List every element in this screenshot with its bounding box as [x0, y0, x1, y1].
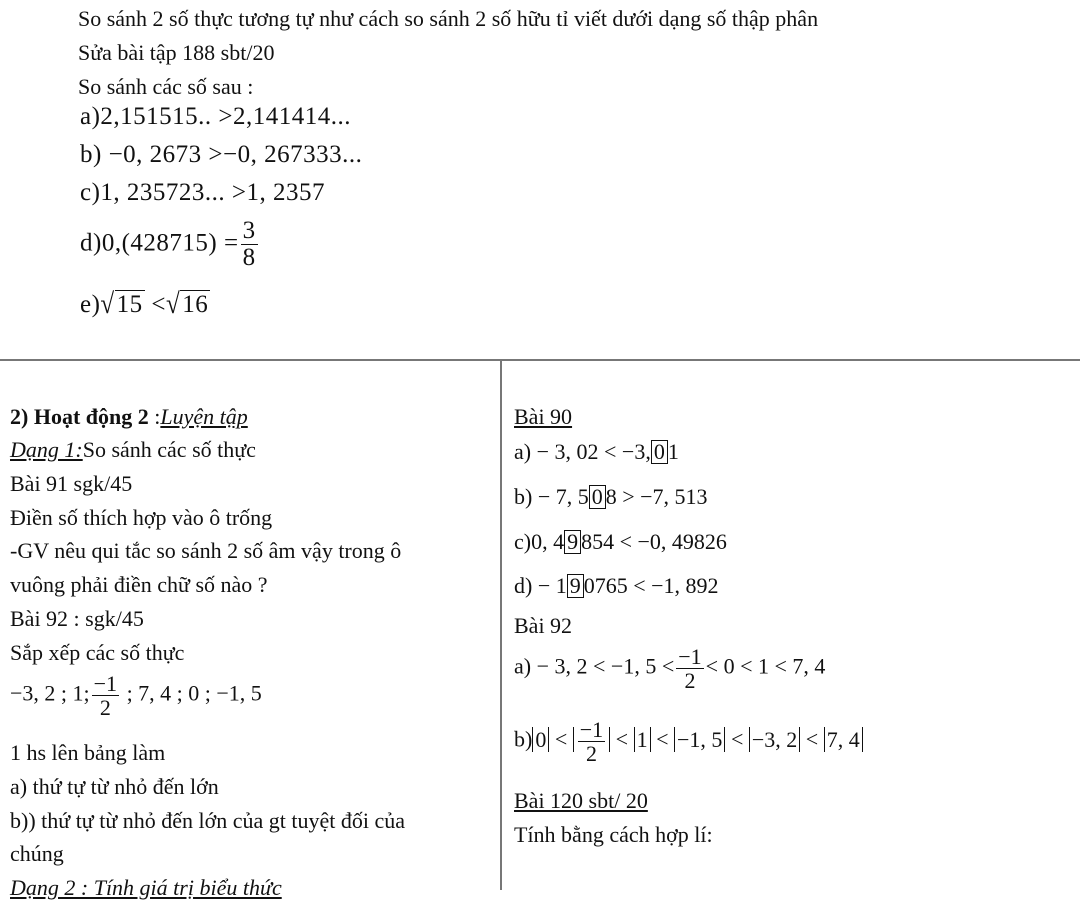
sqrt-argument: 16 [182, 291, 209, 318]
absolute-value: 0 [532, 727, 549, 752]
sqrt-15 [100, 290, 144, 320]
activity-heading [10, 404, 248, 430]
fraction-numerator: −1 [678, 644, 702, 669]
task-a: a) thứ tự từ nhỏ đến lớn [10, 774, 219, 799]
boxed-digit: 0 [589, 485, 606, 509]
answer-text: 8 > −7, 513 [605, 484, 708, 509]
exercise-120: Bài 120 sbt/ 20 [514, 788, 648, 813]
answer-text: a) − 3, 02 < −3, [514, 439, 651, 464]
compare-item-c: c)1, 235723... >1, 2357 [80, 179, 326, 206]
fraction-numerator: 3 [242, 217, 256, 244]
exercise-92-answer: Bài 92 [514, 613, 573, 638]
answer-90c [514, 529, 727, 555]
compute-instruction: Tính bằng cách hợp lí: [514, 822, 713, 847]
less-than-sign: < [615, 726, 629, 752]
task-b-line1: b)) thứ tự từ nhỏ đến lớn của gt tuyệt đối của [10, 808, 406, 833]
fraction-numerator: −1 [579, 717, 604, 742]
sqrt-sign: √ [100, 288, 115, 320]
answer-text: c)0, 4 [514, 529, 565, 554]
activity-title: 2) Hoạt động 2 [10, 404, 149, 429]
answer-text: 1 [667, 439, 679, 464]
absolute-value: 1 [634, 727, 651, 752]
fraction-3-8 [241, 218, 258, 272]
answer-text: a) − 3, 2 < −1, 5 < [514, 653, 675, 679]
answer-text: b) − 7, 5 [514, 484, 589, 509]
less-than-sign: < [151, 291, 167, 318]
activity-sep: : [148, 404, 161, 429]
number-list-start: −3, 2 ; 1; [10, 680, 90, 706]
exercise-91: Bài 91 sgk/45 [10, 471, 133, 496]
fraction-neg-half [676, 645, 703, 692]
fraction-denominator: 2 [585, 741, 597, 767]
sqrt-sign: √ [166, 288, 181, 320]
table-column-divider [500, 360, 502, 890]
fraction-neg-half [578, 718, 605, 765]
student-task: 1 hs lên bảng làm [10, 740, 166, 765]
type1-heading [10, 437, 256, 463]
boxed-digit: 9 [567, 574, 584, 598]
answer-90a [514, 439, 679, 465]
exercise-ref: Sửa bài tập 188 sbt/20 [78, 40, 275, 65]
number-list-end: ; 7, 4 ; 0 ; −1, 5 [121, 680, 262, 706]
type1-text: So sánh các số thực [82, 437, 256, 462]
less-than-sign: < [805, 726, 819, 752]
table-top-border [0, 359, 1080, 361]
exercise-90: Bài 90 [514, 404, 573, 429]
fill-digits-instruction: Điền số thích hợp vào ô trống [10, 505, 273, 530]
fraction-numerator: −1 [93, 671, 118, 696]
sqrt-argument: 15 [116, 291, 143, 318]
answer-92b [514, 718, 863, 765]
fraction-neg-half [92, 672, 119, 719]
teacher-note-1: -GV nêu qui tắc so sánh 2 số âm vậy trong ô [10, 538, 402, 563]
boxed-digit: 0 [651, 440, 668, 464]
answer-90b [514, 484, 708, 510]
less-than-sign: < [730, 726, 744, 752]
answer-90d [514, 573, 719, 599]
sort-instruction: Sắp xếp các số thực [10, 640, 185, 665]
fraction-denominator: 2 [99, 695, 111, 721]
compare-item-e-label: e) [80, 291, 101, 318]
compare-instruction: So sánh các số sau : [78, 74, 254, 99]
compare-item-a: a)2,151515.. >2,141414... [80, 103, 352, 130]
teacher-note-2: vuông phải điền chữ số nào ? [10, 572, 268, 597]
absolute-value: 7, 4 [824, 727, 863, 752]
compare-item-e [80, 290, 210, 320]
answer-label: b) [514, 726, 533, 752]
answer-text: < 0 < 1 < 7, 4 [705, 653, 826, 679]
compare-item-d [80, 218, 260, 272]
answer-text: 0765 < −1, 892 [583, 573, 719, 598]
compare-item-d-text: d)0,(428715) = [80, 229, 239, 257]
answer-92a [514, 645, 825, 692]
less-than-sign: < [554, 726, 568, 752]
absolute-value: −1, 5 [674, 727, 725, 752]
less-than-sign: < [656, 726, 669, 752]
intro-line: So sánh 2 số thực tương tự như cách so sánh 2 số hữu tỉ viết dưới dạng số thập phân [78, 6, 819, 31]
sqrt-16 [166, 290, 210, 320]
activity-subtitle: Luyện tập [160, 404, 248, 429]
absolute-value [573, 717, 610, 767]
fraction-denominator: 8 [242, 244, 256, 272]
boxed-digit: 9 [564, 530, 581, 554]
task-b-line2: chúng [10, 841, 64, 866]
absolute-value: −3, 2 [749, 727, 800, 752]
answer-text: d) − 1 [514, 573, 567, 598]
number-list [10, 672, 262, 719]
type1-label: Dạng 1: [10, 437, 83, 462]
answer-text: 854 < −0, 49826 [581, 529, 727, 554]
type2-heading: Dạng 2 : Tính giá trị biểu thức [10, 875, 282, 900]
fraction-denominator: 2 [684, 668, 696, 694]
exercise-92: Bài 92 : sgk/45 [10, 606, 144, 631]
compare-item-b: b) −0, 2673 >−0, 267333... [80, 141, 363, 168]
